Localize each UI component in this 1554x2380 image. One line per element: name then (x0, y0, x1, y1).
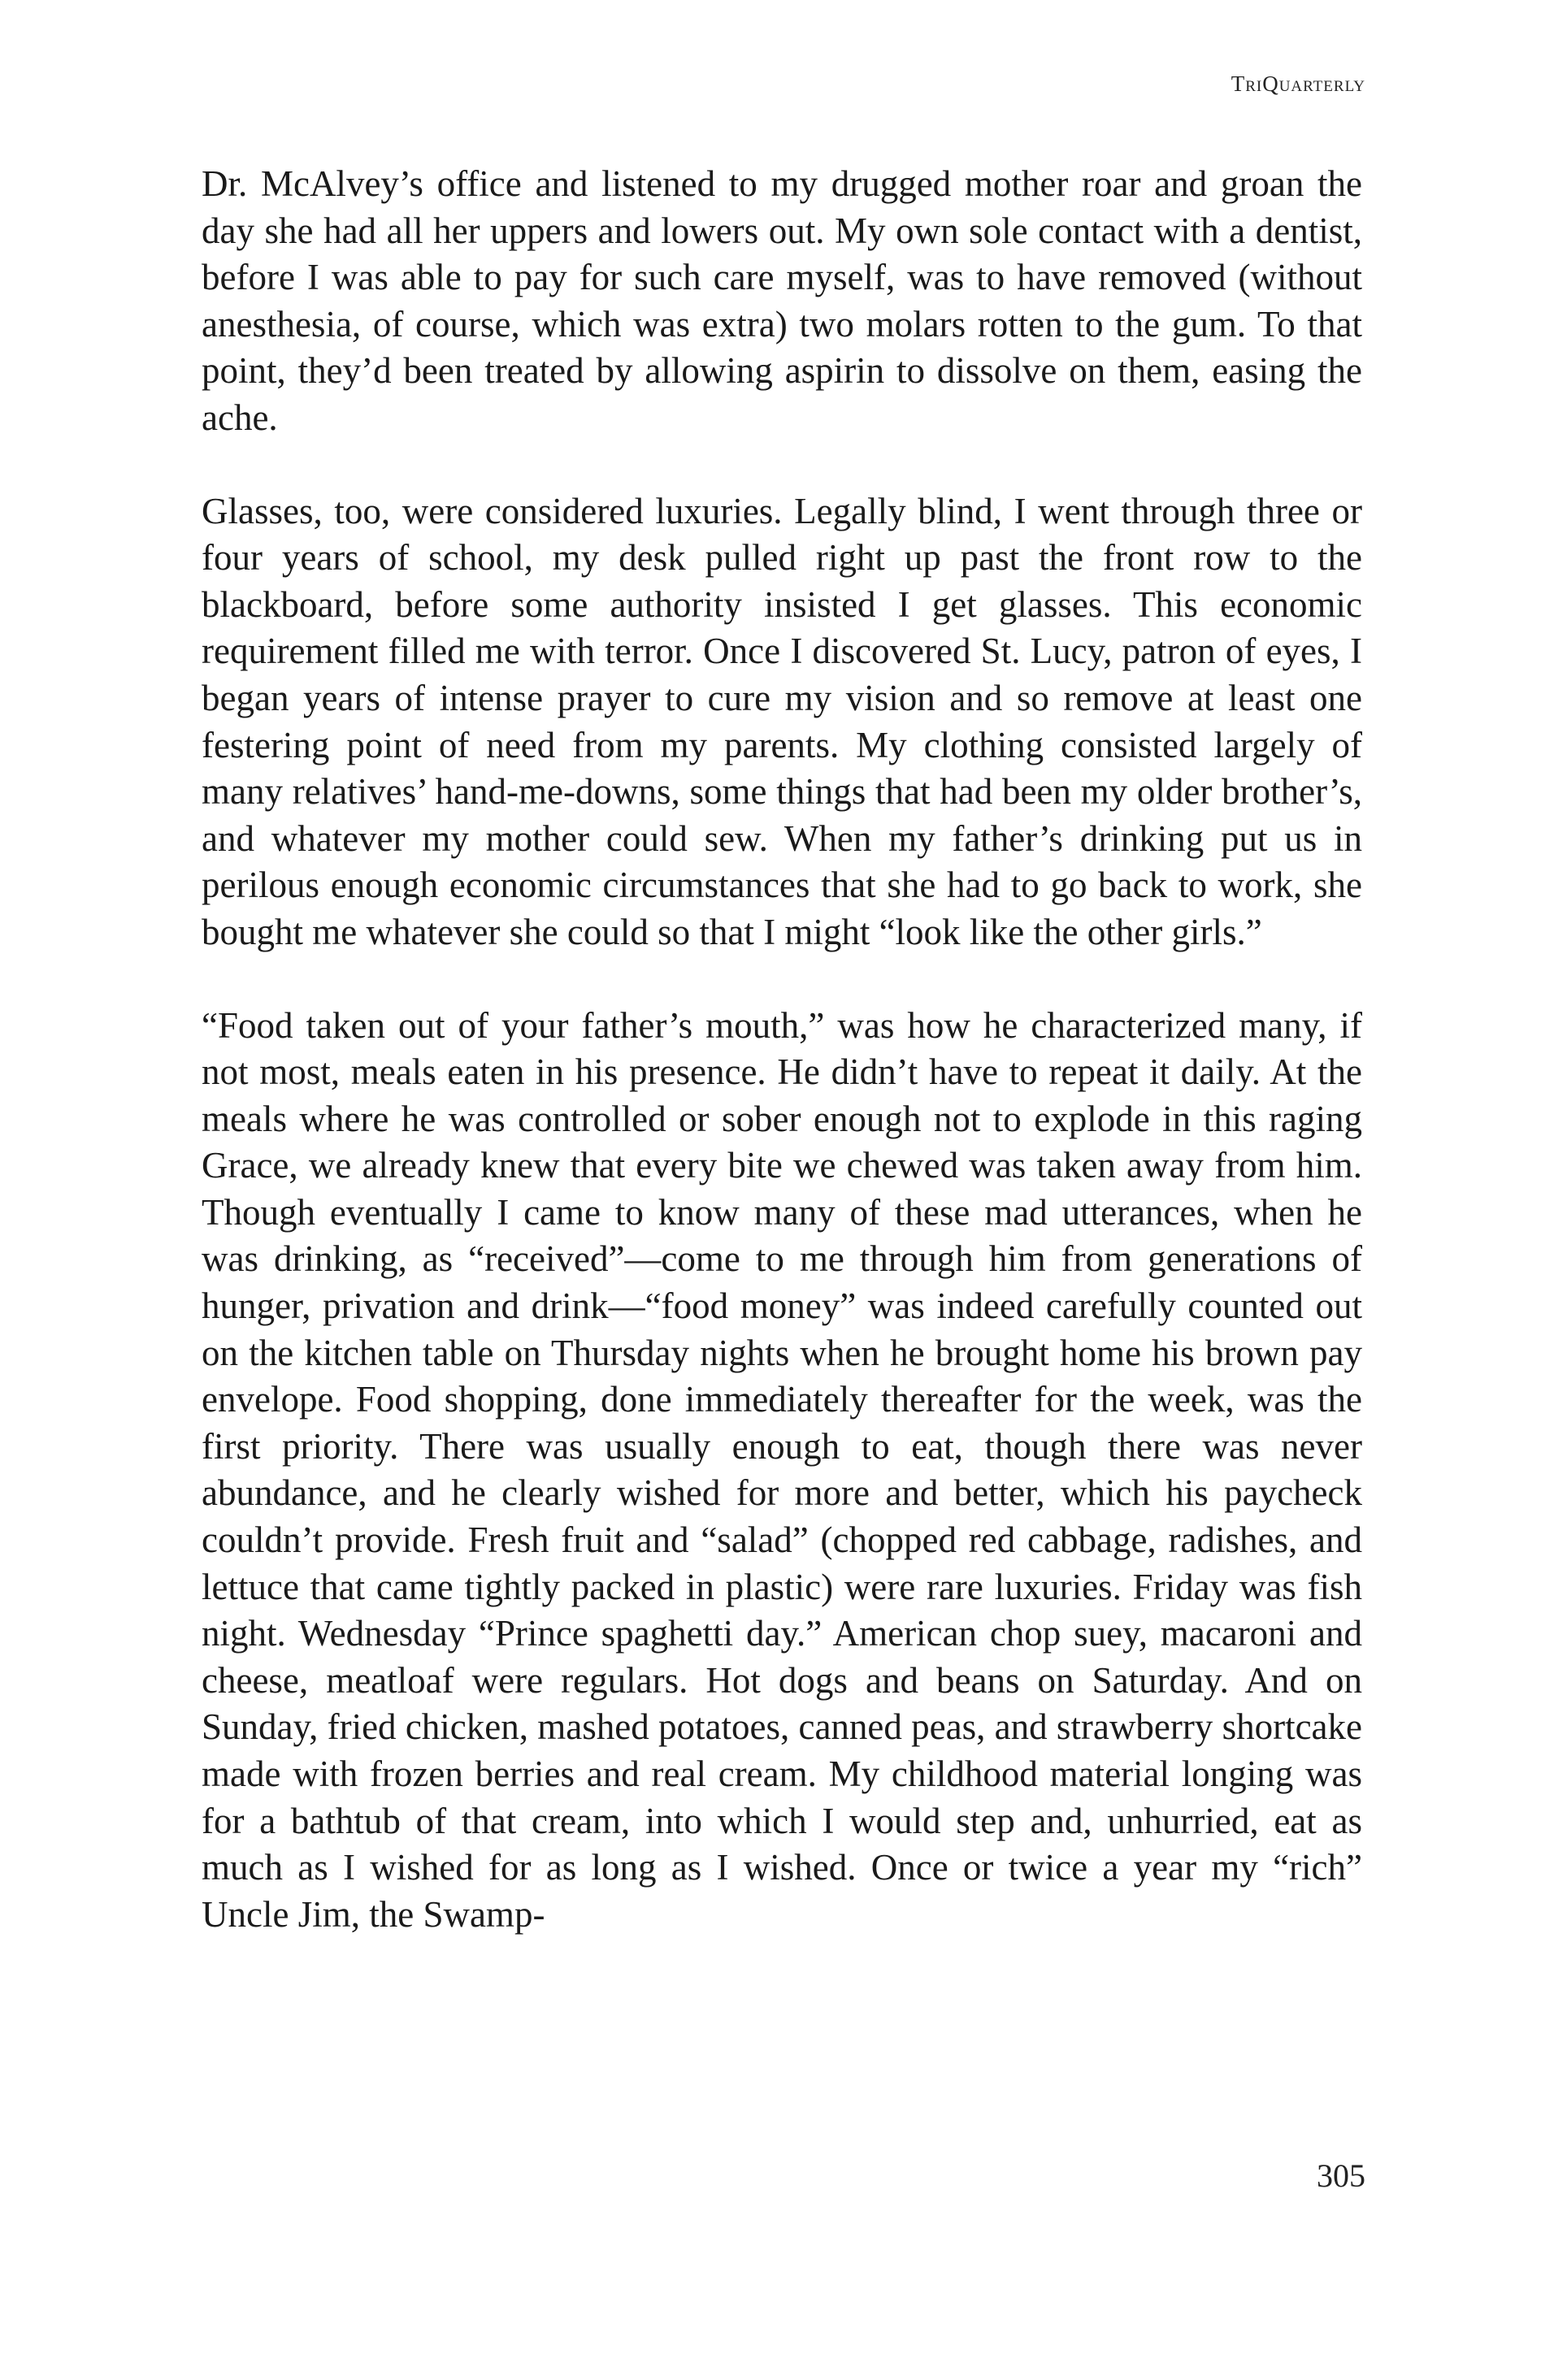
paragraph-dentist: Dr. McAlvey’s office and listened to my drugged mother roar and groan the day she had all her uppers and lowers out. My own sole contact with a dentist, before I was able to pay for such care myself, was to have removed (without anesthesia, of course, which was extra) two molars rotten to the gum. To that point, they’d been treated by allowing aspirin to dissolve on them, easing the ache. (202, 163, 1362, 438)
paragraph-food: “Food taken out of your father’s mouth,” was how he characterized many, if not most, meals eaten in his presence. He didn’t have to repeat it daily. At the meals where he was controlled or sober enough not to explode in this raging Grace, we already knew that every bite we chewed was taken away from him. Though eventually I came to know many of these mad utterances, when he was drinking, as “received”—come to me through him from generations of hunger, privation and drink—“food money” was indeed carefully counted out on the kitchen table on Thursday nights when he brought home his brown pay envelope. Food shopping, done immediately thereafter for the week, was the first priority. There was usually enough to eat, though there was never abundance, and he clearly wished for more and better, which his paycheck couldn’t provide. Fresh fruit and “salad” (chopped red cabbage, radishes, and lettuce that came tightly packed in plastic) were rare luxuries. Friday was fish night. Wednesday “Prince spaghetti day.” American chop suey, macaroni and cheese, meatloaf were regulars. Hot dogs and beans on Saturday. And on Sunday, fried chicken, mashed potatoes, canned peas, and strawberry shortcake made with frozen berries and real cream. My childhood material longing was for a bathtub of that cream, into which I would step and, unhurried, eat as much as I wished for as long as I wished. Once or twice a year my “rich” Uncle Jim, the Swamp- (202, 1004, 1362, 1935)
page-number: 305 (1317, 2157, 1365, 2194)
body-text (202, 161, 1362, 1938)
running-header: TriQuarterly (1231, 72, 1365, 96)
paragraph-glasses: Glasses, too, were considered luxuries. Legally blind, I went through three or four years of school, my desk pulled right up past the front row to the blackboard, before some authority insisted I get glasses. This economic requirement filled me with terror. Once I discovered St. Lucy, patron of eyes, I began years of intense prayer to cure my vision and so remove at least one festering point of need from my parents. My clothing consisted largely of many relatives’ hand-me-downs, some things that had been my older brother’s, and whatever my mother could sew. When my father’s drinking put us in perilous enough economic circumstances that she had to go back to work, she bought me whatever she could so that I might “look like the other girls.” (202, 490, 1362, 952)
